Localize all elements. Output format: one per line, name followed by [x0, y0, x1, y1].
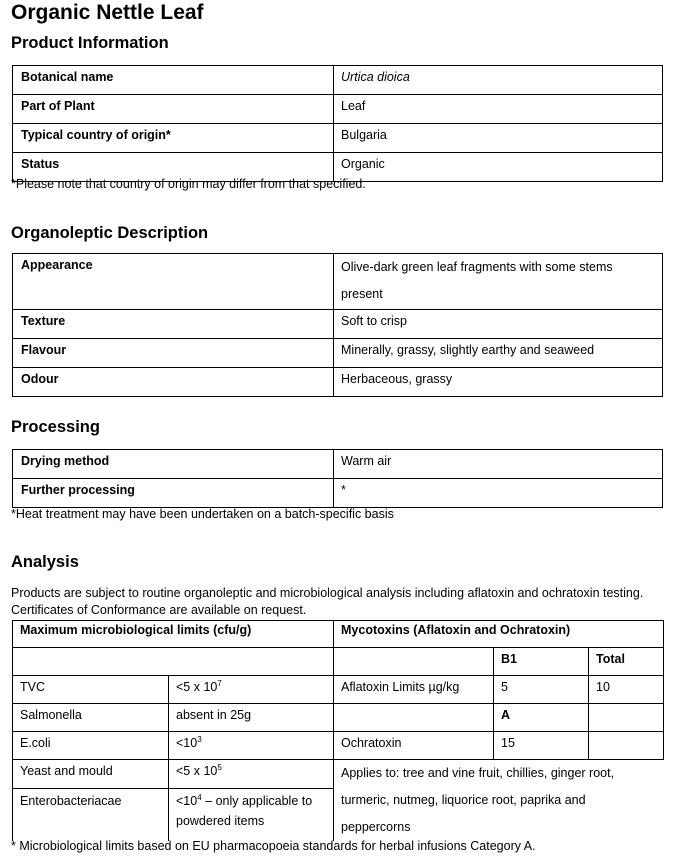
table-row — [13, 450, 663, 479]
micro-name: TVC — [13, 676, 169, 704]
table-value: Urtica dioica — [334, 66, 663, 95]
table-label: Further processing — [13, 479, 334, 508]
analysis-intro: Products are subject to routine organoleptic and microbiological analysis including aflatoxin and ochratoxin testing. Certificates of Conformance are available on request. — [11, 586, 644, 617]
aflatoxin-total: 10 — [589, 676, 664, 704]
empty-cell — [589, 732, 664, 760]
heat-treatment-note: *Heat treatment may have been undertaken on a batch-specific basis — [11, 507, 394, 521]
table-label: Appearance — [13, 254, 334, 310]
table-value: Soft to crisp — [334, 310, 663, 339]
table-value: Organic — [334, 153, 663, 182]
col-total: Total — [589, 648, 664, 676]
micro-limit: <5 x $10^5$ — [169, 760, 334, 789]
micro-name: E.coli — [13, 732, 169, 760]
col-b1: B1 — [494, 648, 589, 676]
mycotoxins-heading: Mycotoxins (Aflatoxin and Ochratoxin) — [334, 621, 664, 648]
table-row — [13, 66, 663, 95]
country-origin-note: *Please note that country of origin may differ from that specified. — [11, 177, 366, 191]
processing-table — [12, 449, 663, 508]
analysis-table — [12, 620, 664, 841]
micro-limits-heading: Maximum microbiological limits (cfu/g) — [13, 621, 334, 648]
table-label: Botanical name — [13, 66, 334, 95]
table-value: Leaf — [334, 95, 663, 124]
empty-cell — [13, 648, 334, 676]
table-value: Bulgaria — [334, 124, 663, 153]
table-value: Warm air — [334, 450, 663, 479]
product-information-heading: Product Information — [11, 34, 169, 52]
micro-limit: <5 x $10^7$ — [169, 676, 334, 704]
table-label: Typical country of origin* — [13, 124, 334, 153]
micro-name: Salmonella — [13, 704, 169, 732]
table-row — [13, 95, 663, 124]
page-title: Organic Nettle Leaf — [11, 1, 204, 24]
applies-to: Applies to: tree and vine fruit, chillies, ginger root, turmeric, nutmeg, liquorice root, paprika and peppercorns — [334, 760, 664, 842]
ochratoxin-label: Ochratoxin — [334, 732, 494, 760]
table-row — [13, 732, 664, 760]
micro-limit: absent in 25g — [169, 704, 334, 732]
analysis-heading: Analysis — [11, 553, 79, 571]
table-row — [13, 124, 663, 153]
empty-cell — [589, 704, 664, 732]
table-label: Part of Plant — [13, 95, 334, 124]
table-value: * — [334, 479, 663, 508]
table-row — [13, 648, 664, 676]
micro-name: Yeast and mould — [13, 760, 169, 789]
table-label: Texture — [13, 310, 334, 339]
organoleptic-table — [12, 253, 663, 397]
table-row — [13, 704, 664, 732]
aflatoxin-label: Aflatoxin Limits µg/kg — [334, 676, 494, 704]
table-label: Flavour — [13, 339, 334, 368]
micro-name: Enterobacteriacae — [13, 789, 169, 841]
micro-limit: $<10^3$ — [169, 732, 334, 760]
product-information-table — [12, 65, 663, 182]
table-label: Drying method — [13, 450, 334, 479]
table-label: Odour — [13, 368, 334, 397]
table-row — [13, 368, 663, 397]
empty-cell — [334, 648, 494, 676]
table-row — [13, 760, 664, 789]
table-value: Minerally, grassy, slightly earthy and seaweed — [334, 339, 663, 368]
table-row — [13, 676, 664, 704]
ochratoxin-a: 15 — [494, 732, 589, 760]
table-row — [13, 479, 663, 508]
col-a: A — [494, 704, 589, 732]
table-label: Status — [13, 153, 334, 182]
table-row — [13, 621, 664, 648]
processing-heading: Processing — [11, 418, 100, 436]
micro-footnote: * Microbiological limits based on EU pharmacopoeia standards for herbal infusions Category A. — [11, 839, 536, 853]
table-value: Herbaceous, grassy — [334, 368, 663, 397]
table-row — [13, 339, 663, 368]
table-row — [13, 254, 663, 310]
table-row — [13, 310, 663, 339]
empty-cell — [334, 704, 494, 732]
table-value: Olive-dark green leaf fragments with some stems present — [334, 254, 663, 310]
aflatoxin-b1: 5 — [494, 676, 589, 704]
organoleptic-heading: Organoleptic Description — [11, 224, 209, 242]
micro-limit: $<10^4$ – only applicable to powdered items — [169, 789, 334, 841]
